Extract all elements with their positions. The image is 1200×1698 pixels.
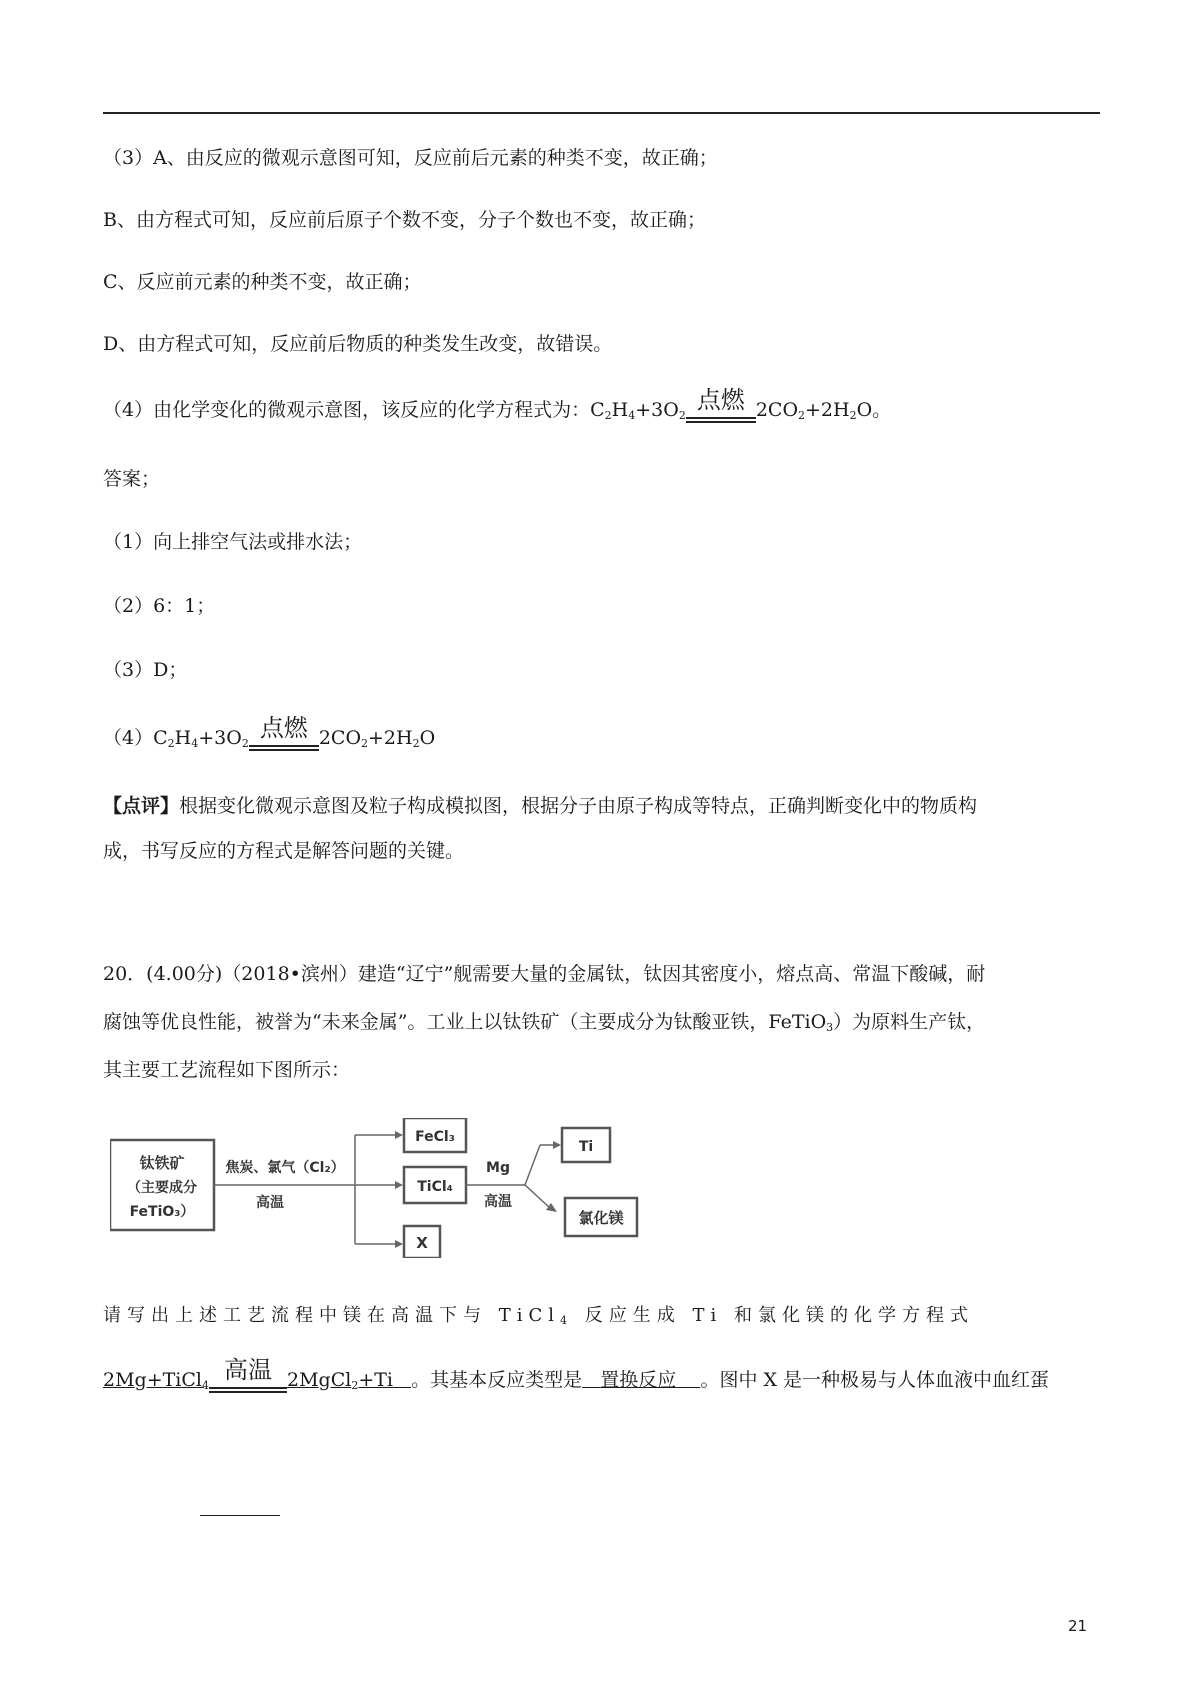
eq1-right: $2CO_2+2H_2O$ <box>755 399 873 422</box>
analysis-3d: D、由方程式可知，反应前后物质的种类发生改变，故错误。 <box>103 333 613 355</box>
x-text: X <box>416 1234 428 1252</box>
q20-line2: 腐蚀等优良性能，被誉为“未来金属”。工业上以钛铁矿（主要成分为钛酸亚铁，FeTiO$_3$）为原料生产钛， <box>103 1011 986 1034</box>
process-flow-diagram <box>110 1118 720 1258</box>
header-rule <box>103 112 1100 114</box>
q20-line3: 其主要工艺流程如下图所示： <box>103 1059 351 1081</box>
eq2-left: $C_2H_4+3O_2$ <box>153 727 249 750</box>
eq2-condition-arrow: 点燃 <box>249 745 319 756</box>
ore-text-3: FeTiO₃） <box>129 1204 195 1220</box>
eq3-condition-arrow: 高温 <box>209 1387 287 1398</box>
mgcl-text: 氯化镁 <box>578 1209 624 1227</box>
q20-line1: 20．(4.00分)（2018•滨州）建造“辽宁”舰需要大量的金属钛，钛因其密度小，熔点高、常温下酸碱，耐 <box>103 963 986 985</box>
analysis-4-prefix: （4）由化学变化的微观示意图，该反应的化学方程式为： <box>103 399 591 421</box>
equation-answer-underline <box>200 1515 280 1516</box>
comment-line1: 【点评】根据变化微观示意图及粒子构成模拟图，根据分子由原子构成等特点，正确判断变化中的物质构 <box>103 795 978 817</box>
fecl3-text: FeCl₃ <box>415 1129 455 1145</box>
answers-heading: 答案； <box>103 468 161 490</box>
reagent-label: 焦炭、氯气（Cl₂） <box>225 1160 345 1176</box>
q20-line5: 2Mg+TiCl$_4$ 高温 2MgCl$_2$+Ti 。其基本反应类型是 置换反应 。图中 X 是一种极易与人体血液中血红蛋 <box>103 1368 1049 1398</box>
comment-label: 【点评】 <box>103 795 180 817</box>
analysis-3a: （3）A、由反应的微观示意图可知，反应前后元素的种类不变，故正确； <box>103 147 718 169</box>
answer-1: （1）向上排空气法或排水法； <box>103 531 363 553</box>
answer-3: （3）D； <box>103 659 188 681</box>
ti-text: Ti <box>578 1139 594 1155</box>
reaction-type-answer: 置换反应 <box>600 1369 677 1391</box>
mg-label: Mg <box>486 1160 510 1176</box>
q20-line4: 请写出上述工艺流程中镁在高温下与 TiCl$_4$ 反应生成 Ti 和氯化镁的化学方程式 <box>103 1305 974 1327</box>
ore-text-1: 钛铁矿 <box>139 1154 185 1172</box>
answer-equation: 2Mg+TiCl$_4$ <box>103 1369 209 1392</box>
answer-2: （2）6：1； <box>103 595 216 617</box>
answer-4: $(4)C_2H_4+3O_2$ 点燃 $2CO_2+2H_2O$ <box>103 726 435 756</box>
ticl4-text: TiCl₄ <box>417 1179 453 1195</box>
analysis-3b: B、由方程式可知，反应前后原子个数不变，分子个数也不变，故正确； <box>103 209 706 231</box>
comment-line2: 成，书写反应的方程式是解答问题的关键。 <box>103 840 465 862</box>
eq1-condition-arrow: 点燃 <box>686 417 756 428</box>
eq2-right: $2CO_2+2H_2O$ <box>318 727 436 750</box>
ore-text-2: （主要成分 <box>127 1180 197 1196</box>
analysis-4: （4）由化学变化的微观示意图，该反应的化学方程式为：$C_2H_4+3O_2$ 点燃 $2CO_2+2H_2O$。 <box>103 398 891 428</box>
page-number: 21 <box>1068 1617 1088 1635</box>
eq1-left: $C_2H_4+3O_2$ <box>590 399 686 422</box>
reagent-condition: 高温 <box>256 1195 284 1211</box>
mg-condition: 高温 <box>484 1194 512 1210</box>
analysis-3c: C、反应前元素的种类不变，故正确； <box>103 271 422 293</box>
